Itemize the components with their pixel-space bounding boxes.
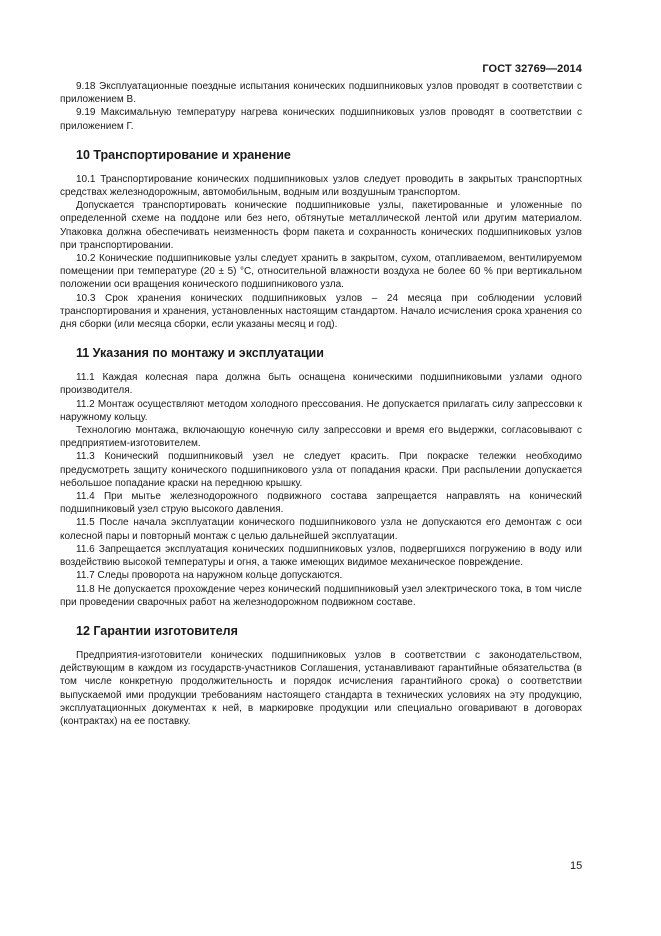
paragraph-11-2-cont: Технологию монтажа, включающую конечную силу запрессовки и время его выдержки, согласовывают с предприятием-изготовителем. bbox=[60, 425, 582, 450]
standard-code: ГОСТ 32769—2014 bbox=[482, 63, 582, 75]
paragraph-10-1-cont: Допускается транспортировать конические подшипниковые узлы, пакетированные и уложенные по определенной схеме на поддоне или без него, обтянутые металлической лентой или другим материалом. Упаковка должна обеспечивать неизменность форм пакета и сохранность конических подшипниковых узлов при транспортировании. bbox=[60, 200, 582, 251]
paragraph-11-7: 11.7 Следы проворота на наружном кольце допускаются. bbox=[76, 570, 343, 582]
paragraph-12: Предприятия-изготовители конических подшипниковых узлов в соответствии с законодательством, действующим в каждом из государств-участников Соглашения, устанавливают гарантийные обязательства (в том числе конкретную продолжительность и порядок исчисления гарантийного срока) о соответствии выпускаемой ими продукции требованиям настоящего стандарта в технических условиях на эту продукцию, эксплуатационных документах к ней, в маркировке продукции или специально оговаривают в договорах (контрактах) на ее поставку. bbox=[60, 649, 582, 727]
section-11-heading: 11 Указания по монтажу и эксплуатации bbox=[76, 346, 324, 361]
document-body bbox=[60, 80, 582, 728]
paragraph-10-1: 10.1 Транспортирование конических подшипниковых узлов следует проводить в закрытых транспортных средствах железнодорожным, автомобильным, водным или воздушным транспортом. bbox=[60, 173, 582, 199]
paragraph-11-2: 11.2 Монтаж осуществляют методом холодного прессования. Не допускается прилагать силу запрессовки к наружному кольцу. bbox=[60, 398, 582, 423]
paragraph-11-5: 11.5 После начала эксплуатации конического подшипникового узла не допускаются его демонтаж с оси колесной пары и повторный монтаж с целью дальнейшей эксплуатации. bbox=[60, 517, 582, 542]
paragraph-10-2: 10.2 Конические подшипниковые узлы следует хранить в закрытом, сухом, отапливаемом, вентилируемом помещении при температуре (20 ± 5) °С, относительной влажности воздуха не более 60 % при вертикальном положении оси вращения конического подшипникового узла. bbox=[60, 253, 582, 291]
paragraph-9-18: 9.18 Эксплуатационные поездные испытания конических подшипниковых узлов проводят в соответствии с приложением В. bbox=[60, 81, 582, 106]
page-number: 15 bbox=[570, 860, 583, 872]
paragraph-11-8: 11.8 Не допускается прохождение через конический подшипниковый узел электрического тока, в том числе при проведении сварочных работ на железнодорожном подвижном составе. bbox=[60, 583, 582, 608]
section-10-heading: 10 Транспортирование и хранение bbox=[76, 147, 291, 162]
paragraph-9-19: 9.19 Максимальную температуру нагрева конических подшипниковых узлов проводят в соответствии с приложением Г. bbox=[60, 107, 582, 132]
paragraph-11-4: 11.4 При мытье железнодорожного подвижного состава запрещается направлять на конический подшипниковый узел струю высокого давления. bbox=[60, 491, 582, 516]
paragraph-11-1: 11.1 Каждая колесная пара должна быть оснащена коническими подшипниковыми узлами одного производителя. bbox=[60, 372, 582, 397]
paragraph-11-6: 11.6 Запрещается эксплуатация конических подшипниковых узлов, подвергшихся погружению в воду или воздействию высокой температуры и огня, а также имеющих видимое механическое повреждение. bbox=[60, 543, 582, 569]
section-12-heading: 12 Гарантии изготовителя bbox=[76, 623, 238, 638]
paragraph-11-3: 11.3 Конический подшипниковый узел не следует красить. При покраске тележки необходимо предусмотреть защиту конического подшипникового узла от попадания краски. При распылении допускается небольшое попадание краски на переднюю крышку. bbox=[60, 451, 582, 489]
paragraph-10-3: 10.3 Срок хранения конических подшипниковых узлов – 24 месяца при соблюдении условий транспортирования и хранения, установленных настоящим стандартом. Начало исчисления срока хранения со дня сборки (или месяца сборки, если указаны месяц и год). bbox=[60, 292, 582, 331]
